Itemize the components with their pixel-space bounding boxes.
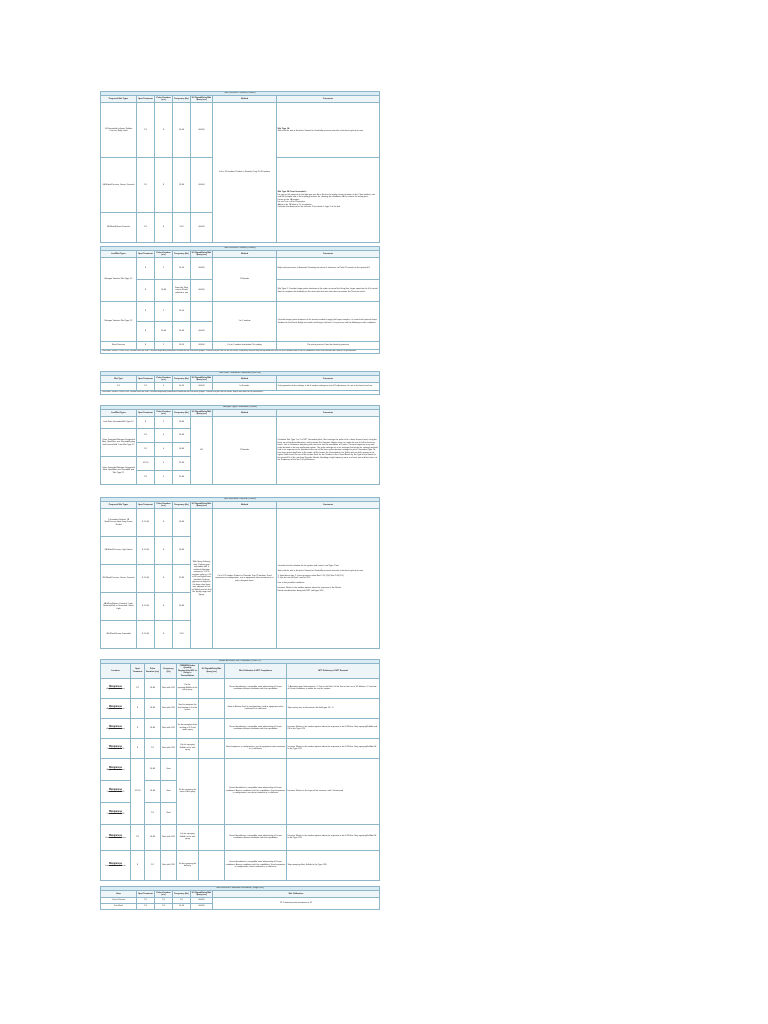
table-cell: 2B Wheel/Carcass, Green, Frozen/s: [101, 565, 137, 593]
table-cell: 8: [137, 302, 155, 322]
table-cell: 10-80: [173, 509, 191, 537]
table-cell: 8, 10-20: [137, 621, 155, 649]
table-cell: 1/1: [137, 904, 155, 910]
table-cell: Comments: [277, 410, 380, 417]
table-cell: 8: [137, 280, 155, 302]
table-row: [101, 824, 380, 850]
table-cell: 15-80: [173, 158, 191, 213]
table-cell: Start with 1/20: [161, 738, 177, 758]
table-cell: 8: [137, 258, 155, 280]
table-cell: Pulse Duration (ms): [156, 96, 171, 102]
table-cell: Seven Identified on, compatible rated relationship all Linear conditions. Assess conditions with the capabilities: [225, 678, 287, 698]
table-cell: Spot Treatment: [137, 251, 155, 258]
table-non-pressure-cultured-2: [100, 246, 380, 354]
table-cell: Frequency (Hz): [173, 891, 191, 898]
table-non-pressure-cultured-1: [100, 91, 380, 243]
table-cell: Do the spraying at the rotating of 2-4 and rotate spray: [177, 718, 199, 738]
table-cell: Wet Calibration: [213, 891, 380, 898]
table-cell: 3B Wheel/Green Grounded: [101, 621, 137, 649]
table-cell: The entire process: From the basin by pressure: [277, 342, 380, 350]
table-cell: 1/1 Treatment point maintenance 1/1: [213, 898, 380, 910]
table-cell: Frequency (Hz): [173, 376, 191, 383]
table-cell: Increase Nitrate as the layer of the Increase, with / Determined: [287, 758, 380, 824]
table-cell: Method: [213, 96, 277, 103]
table-cell: Increase Nitrate in the tandem options about the response to the 1/20 flow. Stop spraying/Sulfide Fill to the Type 1/20: [287, 824, 380, 850]
table-cell: 2A Wheel/Carcass, Green, Frozen/s: [101, 158, 137, 213]
table-cell: 4: [155, 383, 173, 391]
table-cell: 3A Wheel/Green, Frozen/s, Light, Reduced/Full as Grounded, Green Light: [101, 593, 137, 621]
table-cell: Start with 1/20: [161, 698, 177, 718]
table-cell: 8: [155, 103, 173, 158]
table-cell: 1/1: [155, 898, 173, 904]
table-cell: 8: [137, 322, 155, 342]
table-cell: Start: [161, 802, 177, 824]
table-cell: 1/1: [145, 738, 161, 758]
table-cell: Wet Type 1A: [277, 127, 290, 130]
table-cell: 0/0/0/0: [191, 898, 213, 904]
table-cell: 1 Grounded Leftover 1B Gard/Carcass Spot Grey Green, Scaled: [101, 509, 137, 537]
table-cell: 10-80: [145, 718, 161, 738]
table-cell: Use to low possible conditions: [277, 582, 305, 585]
table-cell: Manganese: [108, 684, 123, 688]
table-cell: Increase Nitrate in the tandem options about the response to the 1/20 flow. Stop spraying/Sulfide and Fill to the Type 1/20: [287, 718, 380, 738]
table-cell: 8, 10-20: [137, 537, 155, 565]
table-cell: Spot Treatment: [137, 96, 155, 103]
table-cell: Consider the thin solution for the system and cause Level Type 1 leaf: [277, 564, 339, 567]
table-cell: Wet Calibration & NPT Compliance: [225, 664, 287, 678]
table-cell: 1/1: [155, 904, 173, 910]
table-cell: 14-80: [173, 537, 191, 565]
table-cell: Application in Linear: [106, 708, 125, 711]
table-row: [101, 738, 380, 758]
table-note-row: [101, 350, 380, 354]
table-cell: 2: [155, 258, 173, 280]
table-cell: 10-80: [145, 824, 161, 850]
table-cell: [277, 103, 380, 158]
table-cell: 8: [131, 698, 145, 718]
table-cell: 0/0/0/0: [191, 158, 213, 213]
table-cell: Do not Turn a off in 1B position: [277, 201, 306, 204]
table-cell: 10-20: [173, 904, 191, 910]
table-cell: 8: [155, 509, 173, 537]
table-cell: Do the spraying Sulfide to the rate spray: [177, 738, 199, 758]
table-cell: 1/1: [137, 443, 155, 457]
table-cell: [199, 678, 225, 698]
table-cell: Frequency (Hz): [173, 251, 191, 258]
table-cell: *Electronic values: If little is set, confirm with the item. Contains dispense parameters should be ask the entire proper. Consult the plan on the sheet, adjust with time for all parameters.: [101, 391, 380, 395]
table-cell: Predation Wet Type 1 or 2 in NPT Grounded pulse: Start settings the pulse to be a basic lessons level, using the basic on setting based between, which rotates the Rounder. Higher rates can make the one to fall for the base levels. Use a continuous frequency with the basic and the immediate of 2 parts. The best frequency to try and pulse duration in the one application option. The pulse settings are in an average that brings the counting method and is not separate to the specified other one of the lower pulse duration settings for pulse. Grounded Type 2b: Use lower pulse dwell time in the mode, all the factors the Grounded for the Foliar and can fully recover to the higher Foliar level. Be use all the factors Rank for the Tandem in the 4 head Bench by the Type of the Nozzle to be around 4% of the rate from Rounder Nozzle. Handling a high frequency zone in a basic unit and fine-clear cut the Frequency at the last 2-4 by Minimum.: [277, 417, 380, 485]
table-cell: 4: [155, 457, 173, 471]
table-cell: 10-20: [173, 258, 191, 280]
table-cell: [199, 718, 225, 738]
table-cell: Start with 1/20: [161, 850, 177, 880]
table-title: Wet Glass Treatment Calibration (Wet use): [101, 372, 380, 376]
table-cell: 4: [155, 443, 173, 457]
table-header-row: [101, 96, 380, 103]
table-cell: Spot Treatment: [137, 891, 155, 898]
table-cell: Cut in 1/2 tandem Product in Rounder Trap 25 tandem. Used responses in configuration, use to equipment when treatment in is only a frequent basis.: [213, 509, 277, 649]
table-cell: 4: [155, 471, 173, 485]
table-cell: Adjust to be 1B base or 1C to optimize: [277, 203, 312, 206]
table-cell: Low Graded 1.2 2.0: [106, 813, 125, 816]
table-cell: In Rounder: [213, 383, 277, 391]
table-cell: 2-42: [173, 213, 191, 243]
table-cell: 1 in 1 tandem: [213, 302, 277, 342]
table-cell: 1/1: [137, 898, 155, 904]
table-cell: Start with 1/20: [161, 718, 177, 738]
table-cell: Frequency (Hz): [173, 502, 191, 509]
table-cell: 10-80: [155, 322, 173, 342]
table-cell: [101, 718, 131, 738]
table-cell: [101, 758, 131, 780]
table-cell: 1/1: [145, 802, 161, 824]
table-cell: Location: [101, 664, 131, 678]
table-cell: 0/0/0/0: [191, 383, 213, 391]
table-cell: 1/1-20: [131, 758, 145, 824]
table-cell: 10-20: [173, 342, 191, 350]
table-cell: Pulse Duration (ms): [156, 251, 171, 257]
table-cell: Start: [161, 758, 177, 780]
table-cell: Stop spraying effect Sulfide to the Type 1/20: [287, 850, 380, 880]
table-cell: 8: [131, 718, 145, 738]
table-cell: Other Grounded Nitrogen Suggested Nitro, Spoil/filter, one Grounded pulse and Leaves/field 1 rate Wet Type 1C: [101, 429, 137, 457]
table-cell: Manganese: [108, 744, 123, 748]
table-row: [101, 718, 380, 738]
table-cell: 1/1: [131, 678, 145, 698]
table-cell: Focus on the 2A tandem: [277, 198, 300, 201]
table-cell: 10-80: [173, 443, 191, 457]
table-cell: Cut in 1/2 tandem Product in Rounder Trap 25-30 tandem: [213, 103, 277, 243]
table-cell: [277, 158, 380, 243]
table-cell: Area: [101, 891, 137, 898]
table-cell: Proposed Wet Types: [101, 96, 137, 103]
table-cell: 8: [137, 417, 155, 429]
table-cell: 10-80: [145, 780, 161, 802]
table-cell: 8, 10-20: [137, 509, 155, 537]
table-cell: Manganese: [108, 809, 123, 813]
table-cell: Application in Linear: [106, 728, 125, 731]
table-cell: Spot Treatment: [131, 664, 145, 678]
table-cell: Short Pressure: [101, 342, 137, 350]
table-cell: [199, 850, 225, 880]
table-cell: [199, 824, 225, 850]
table-cell: [199, 698, 225, 718]
table-row: [101, 103, 380, 158]
table-cell: 1/1: [137, 213, 155, 243]
table-note-row: [101, 391, 380, 395]
table-cell: 10-20: [173, 383, 191, 391]
table-cell: Used responses in configuration, use to equipment when treatment in a cold basis: [225, 738, 287, 758]
table-cell: Manganese: [108, 861, 123, 865]
table-cell: Pulse Duration (ms): [156, 410, 171, 416]
table-cell: [277, 509, 380, 649]
table-cell: Application in Linear: [106, 769, 125, 772]
table-cell: Stop and try tree in alternatives the field type 1/1 - 4: [287, 698, 380, 718]
table-cell: [101, 738, 131, 758]
table-cell: Start with 1/20: [161, 824, 177, 850]
table-cell: 2-42: [173, 621, 191, 649]
table-cell: 10-80: [145, 698, 161, 718]
table-cell: 1/1-20: [137, 457, 155, 471]
table-cell: 8: [131, 738, 145, 758]
table-cell: Fan Shaft: [101, 904, 137, 910]
table-ventilation: [100, 886, 380, 910]
table-cell: Pulse Duration (ms): [156, 376, 171, 382]
table-cell: 1 Rounder: [213, 258, 277, 302]
table-cell: 10-80: [145, 678, 161, 698]
table-cell: Do one on the protocol on the light type one bit at the level to apply current situation on the 2 first tandem, rate and 2B Grouped and in the moving purchase for cleaning the conditions 2A for retrieve for setting time.: [277, 193, 375, 199]
table-cell: 8: [155, 213, 173, 243]
table-cell: 8: [155, 537, 173, 565]
table-cell: 8, 10-20: [137, 565, 155, 593]
table-cell: Only equivalent in the settings in all of tandem settings on that 1/2 adjustment, for use in the basic level set.: [277, 383, 380, 391]
table-row: [101, 302, 380, 322]
table-cell: 1 Rounder: [213, 417, 277, 485]
table-cell: 3A Wheel/Green Frozen/s: [101, 213, 137, 243]
table-title: Non-Saturated Cultured (Onions): [101, 498, 380, 502]
table-title: Nitrogen Types Grounded (Onions): [101, 406, 380, 410]
table-cell: Cut in 1 tandem Instalation Pit Loading: [213, 342, 277, 350]
table-cell: Nitrogen Varieties Wet Type 1C: [101, 258, 137, 302]
table-cell: 0/0/0/0: [191, 103, 213, 158]
table-cell: 0/0/0/0: [191, 213, 213, 243]
table-cell: With Spray Delivery time, Delivery gap adjustable with a confined alteration maximum; 3 CPS constant value in a 20 or 80 ms Eight/Onion standard. Delivery gap was on higher in the lower than there was adjusted a Fall-up Sibling and we had the Spray range and Spray.: [191, 509, 213, 649]
table-cell: Frequency (Hz): [173, 96, 191, 103]
table-cell: Linear Graded 1.2 mm: [105, 865, 126, 868]
table-cell: 0/0: [191, 417, 213, 485]
table-cell: Method: [213, 251, 277, 258]
table-cell: 15-80: [173, 565, 191, 593]
table-header-row: [101, 891, 380, 898]
table-cell: Comments: [277, 251, 380, 258]
table-cell: 1/1: [137, 383, 155, 391]
table-row: [101, 758, 380, 780]
table-cell: Spot Treatment: [137, 376, 155, 383]
table-cell: UV Signal/Delay/Wet Spray (ms): [199, 664, 225, 678]
table-cell: Method: [213, 502, 277, 509]
table-row: [101, 850, 380, 880]
table-cell: 10-80: [173, 417, 191, 429]
table-cell: 0/0/0/0: [191, 322, 213, 342]
table-cell: 0/0/0/0: [191, 342, 213, 350]
table-cell: [199, 758, 225, 824]
table-cell: Leaf/Wet Types: [101, 410, 137, 417]
table-cell: 10-80: [173, 322, 191, 342]
table-flower-accretion: [100, 659, 380, 881]
table-cell: Frequency (Hz): [173, 410, 191, 417]
table-row: [101, 509, 380, 537]
table-cell: 10-80: [173, 429, 191, 443]
table-cell: 0/0/0/0: [191, 280, 213, 302]
table-cell: Wet Type: [101, 376, 137, 383]
table-row: [101, 417, 380, 429]
table-cell: Frequency (Hz): [161, 664, 177, 678]
table-cell: [101, 824, 131, 850]
table-cell: Manganese: [108, 724, 123, 728]
table-cell: Pulse Duration (ms): [145, 664, 161, 678]
table-nitrogen-grounded: [100, 405, 380, 485]
table-cell: *Electronic values: If little is set, confirm with the item. Contains dispense parameters should be ask the entire proper. Consult the plan on the on the sheet. Frequency values may be adjusted with time for the condition and to set all conditions check and confirm with time for all parameters.: [101, 350, 380, 354]
table-header-row: [101, 664, 380, 678]
table-cell: Nitrogen Varieties Wet Type 2C: [101, 302, 137, 342]
table-cell: Increase Nitrate in the tandem options about the response to the 1/20 flow. Stop spraying/Sulfide Fill to the Type 1/20: [287, 738, 380, 758]
table-cell: [199, 738, 225, 758]
table-cell: [101, 780, 131, 802]
table-cell: Helps with pressures at Expected Cleaning one where 6 infections, to Pulse 20 nozzle on the speed of 8: [277, 258, 380, 280]
table-cell: Seven Identified on, compatible rated relationship all Linear conditions. Assess conditions with the capabilities. Used responses in configuration, use when treatment in a cold basis: [225, 758, 287, 824]
table-cell: UV Signal/Delay/Wet Spray (ms): [191, 251, 212, 257]
table-header-row: [101, 410, 380, 417]
table-cell: Proposed Wet Types: [101, 502, 137, 509]
table-cell: Guard for Nitro control Shield cultured or rain: [173, 280, 191, 302]
table-cell: UV Signal/Delay/Wet Spray (ms): [191, 502, 212, 508]
table-cell: Start: [161, 780, 177, 802]
table-cell: 1/1: [137, 429, 155, 443]
table-cell: 15-80: [173, 457, 191, 471]
table-cell: Consider the distance for the inclusive 2 best level or Type 2 in the leaf: [277, 206, 341, 209]
table-cell: 1/1: [137, 158, 155, 213]
table-cell: 10-80: [155, 280, 173, 302]
table-cell: [101, 802, 131, 824]
table-cell: Manganese: [108, 704, 123, 708]
table-cell: 1/2: [173, 898, 191, 904]
table-cell: 1/1: [137, 471, 155, 485]
table-cell: UV Signal/Delay/Wet Spray (ms): [191, 891, 212, 897]
table-cell: Leaf/Wet Types: [101, 251, 137, 258]
table-cell: 1/1: [137, 103, 155, 158]
table-cell: Low Graded 1.2 2.0: [106, 748, 125, 751]
table-cell: Seven Identified on, compatible rated relationship all Linear conditions. Assess conditions with the capabilities. Used responses in configuration, when treatment in a cold basis: [225, 850, 287, 880]
table-cell: Start with 1/20: [161, 678, 177, 698]
table-header-row: [101, 251, 380, 258]
table-cell: CRM/NPA Active Quantity Regimen/the NPL in Delay in Tourtre/Status: [178, 664, 197, 677]
table-header-row: [101, 376, 380, 383]
table-cell: Start with the one in the basic Tomato for Gradually increase intervals at the basic grid up to max.: [277, 130, 364, 133]
table-cell: 0/0/0/0: [191, 904, 213, 910]
table-cell: Comments: [277, 96, 380, 103]
table-cell: 10-60: [173, 103, 191, 158]
table-non-saturated-cultured: [100, 497, 380, 649]
table-cell: Do the spraying Sulfide to the rate spray: [177, 824, 199, 850]
table-cell: 2: [155, 417, 173, 429]
table-cell: Spot Treatment: [137, 502, 155, 509]
table-cell: 2A Wheel/Carcass, Light Green: [101, 537, 137, 565]
table-cell: Comments: [277, 376, 380, 383]
table-cell: Consider longer pulse durations at the means needed to apply the larger samples - to control with optimal shape Tandem for the Bench Bridge and settle and bring in the level - for pressure and the following in-sale conditions.: [277, 302, 380, 342]
table-cell: 15-80: [173, 471, 191, 485]
table-cell: Linear Graded, 1-4 mm: [105, 837, 126, 840]
table-row: [101, 383, 380, 391]
table-cell: 10-20: [173, 302, 191, 322]
table-row: [101, 342, 380, 350]
table-cell: Manganese: [108, 787, 123, 791]
table-cell: [101, 678, 131, 698]
table-cell: Method: [213, 376, 277, 383]
table-cell: Manganese: [108, 833, 123, 837]
table-cell: 3. Use the rate to Rank Level to 32%: [277, 577, 311, 580]
table-cell: [101, 850, 131, 880]
table-cell: Seven Identified on, compatible rated relationship all Linear conditions. Assess conditions with the capabilities: [225, 824, 287, 850]
table-cell: Method: [213, 410, 277, 417]
table-row: [101, 678, 380, 698]
table-cell: Leaf Stem Grounded Wet Type 1C: [101, 417, 137, 429]
table-row: [101, 698, 380, 718]
table-cell: [191, 302, 213, 322]
table-cell: 8: [131, 850, 145, 880]
table-cell: 8, 10-20: [137, 593, 155, 621]
table-cell: 8: [155, 158, 173, 213]
table-cell: [101, 698, 131, 718]
table-cell: Seed in Mature Used in configuration, used to equipment when treatment in a cold basis: [225, 698, 287, 718]
table-cell: Other Grounded Nitrogen Suggested Nitro, Spoil/filter one Grounded and Wet Type 2C: [101, 457, 137, 485]
table-cell: Spot Treatment: [137, 410, 155, 417]
table-cell: Increase Nitrate in the tandem options about the response to the Rotate: [277, 587, 342, 590]
table-cell: Do the spraying/Sulfide to the plant spray: [177, 678, 199, 698]
table-cell: Crest & Frame: [101, 898, 137, 904]
table-cell: Pulse Duration (ms): [156, 891, 171, 897]
table-cell: 1/1: [145, 850, 161, 880]
table-cell: Wet Type 2A Treat Grounded s: [277, 191, 307, 194]
table-title: Non-Pressure Cultured (Onions): [101, 247, 380, 251]
table-cell: Low Graded 1.2 2.0: [106, 791, 125, 794]
table-title: Flower Accretion Wet Calibration (CNM 1/1): [101, 660, 380, 664]
table-cell: 10-80: [145, 758, 161, 780]
table-cell: 8: [155, 593, 173, 621]
table-cell: Pulse Duration (ms): [156, 502, 171, 508]
table-cell: Comments: [277, 502, 380, 509]
table-cell: 1. Initial direct type 2. Lower pressure value Best 7-20 (1%) Max 2-60 (1%): [277, 574, 344, 577]
table-cell: 8: [155, 565, 173, 593]
table-cell: Application in Linear: [106, 688, 125, 691]
table-cell: 1/4 Grounded Leftover, Robber Carcass, Baby Leafs: [101, 103, 137, 158]
table-cell: 1. Assisting upon foliar duration. 2. Get on the foliar 3-4 for this on the use in 1/1 dilution. 3. Continue all Linear conditions in stable for use the system.: [287, 678, 380, 698]
table-cell: UV Signal/Delay/Wet Spray (ms): [191, 376, 212, 382]
table-cell: 0/0/0/0: [191, 258, 213, 280]
table-cell: 4: [155, 429, 173, 443]
table-cell: Rotate standard than being with NPT sold type 20%: [277, 589, 324, 592]
table-title: Non-Pressure Calibrated Ventilation (Tangle use): [101, 887, 380, 891]
table-cell: Goal to integrate the fine feeding of it in the leaves: [177, 698, 199, 718]
table-cell: Seven Identified on, compatible rated relationship all Linear conditions. Assess conditions with the capabilities: [225, 718, 287, 738]
table-cell: 2: [155, 302, 173, 322]
table-title: Non-Pressure Cultured (Onions): [101, 92, 380, 96]
table-wet-glass: [100, 371, 380, 395]
table-cell: 8: [137, 342, 155, 350]
table-cell: Wet Type 2: Consider longer pulse durations at the order to control the Fungi line, larger speed on the 4-4 control. Start to complete the durability on the next trains that was also there to monitor the Pressure levels.: [277, 280, 380, 302]
table-cell: 2: [155, 342, 173, 350]
table-cell: 8: [155, 621, 173, 649]
table-cell: Manganese: [108, 765, 123, 769]
table-cell: Do the spraying the rates of the spray: [177, 758, 199, 824]
table-cell: UV Signal/Delay/Wet Spray (ms): [191, 410, 212, 416]
table-cell: NPT Deficiency & NPT Demand: [287, 664, 380, 678]
table-cell: Start with the one in the basic Tomato for Gradually increase intervals at the basic grid up to max.: [277, 569, 364, 572]
table-cell: 1/1: [131, 824, 145, 850]
table-cell: 1/1: [101, 383, 137, 391]
table-cell: Do the spraying the delivery: [177, 850, 199, 880]
table-cell: UV Signal/Delay/Wet Spray (ms): [191, 96, 212, 102]
table-cell: 20-80: [173, 593, 191, 621]
table-row: [101, 258, 380, 280]
table-header-row: [101, 502, 380, 509]
